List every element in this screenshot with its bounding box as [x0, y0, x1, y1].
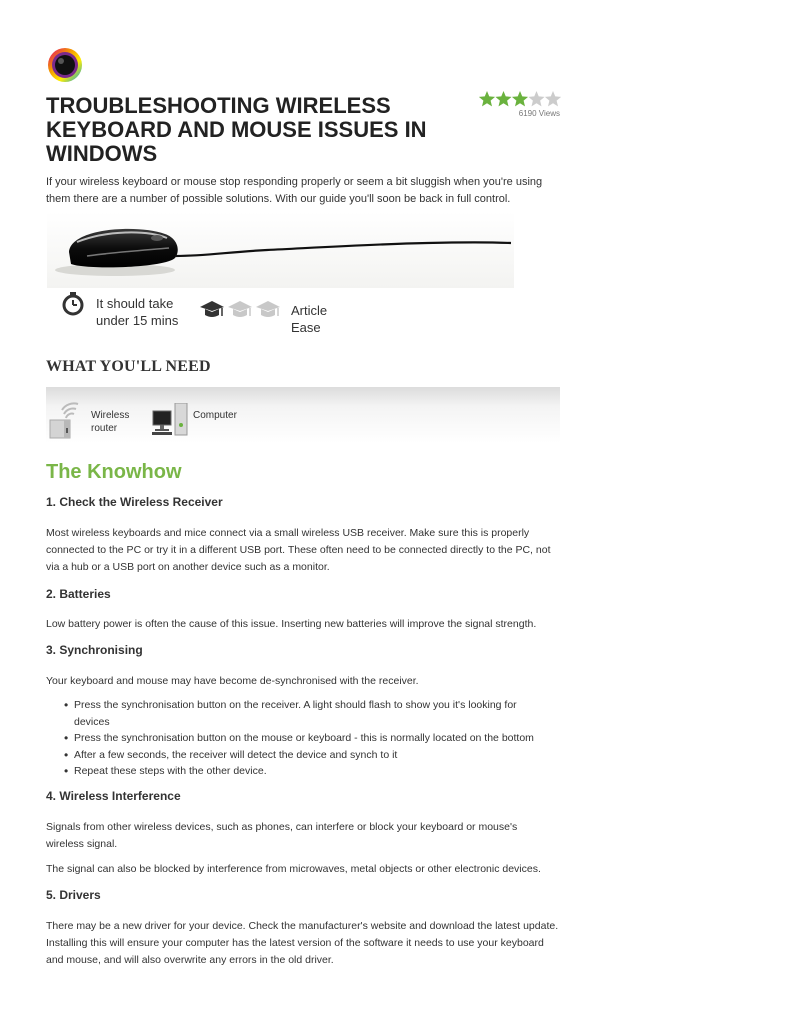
- graduation-cap-empty-icon: [256, 301, 280, 317]
- router-icon: [48, 400, 84, 440]
- graduation-cap-filled-icon: [200, 301, 224, 317]
- step-title: 4. Wireless Interference: [46, 789, 181, 803]
- intro-text: If your wireless keyboard or mouse stop responding properly or seem a bit sluggish when you're using them there are a number of possible solutions. With our guide you'll soon be back in full control.: [46, 176, 543, 205]
- stopwatch-icon: [62, 292, 84, 316]
- what-you-need-heading: WHAT YOU'LL NEED: [46, 358, 211, 375]
- list-item: • After a few seconds, the receiver will detect the device and synch to it: [62, 747, 562, 764]
- ease-label: Article Ease: [291, 303, 328, 335]
- page-title: TROUBLESHOOTING WIRELESS KEYBOARD AND MOUSE ISSUES IN WINDOWS: [46, 93, 427, 166]
- list-item: • Repeat these steps with the other device.: [62, 763, 562, 780]
- step-paragraph: The signal can also be blocked by interference from microwaves, metal objects or other electronic devices.: [46, 863, 541, 875]
- star-empty-icon: [545, 91, 561, 106]
- star-empty-icon: [528, 91, 544, 106]
- step-paragraph: Signals from other wireless devices, such as phones, can interfere or block your keyboard or mouse's wireless signal.: [46, 821, 518, 850]
- list-item: • Press the synchronisation button on the receiver. A light should flash to show you it's looking for devices: [62, 697, 549, 730]
- step-title: 1. Check the Wireless Receiver: [46, 495, 223, 509]
- time-estimate: It should take under 15 mins: [96, 296, 179, 328]
- brand-logo-icon: [47, 47, 83, 83]
- graduation-cap-empty-icon: [228, 301, 252, 317]
- step-paragraph: Your keyboard and mouse may have become de-synchronised with the receiver.: [46, 675, 419, 687]
- computer-icon: [151, 403, 189, 437]
- need-item-label: Computer: [193, 410, 237, 421]
- star-filled-icon: [512, 91, 528, 106]
- view-count: 6190 Views: [518, 109, 560, 118]
- ease-rating-icons: [199, 298, 284, 320]
- star-filled-icon: [479, 91, 495, 106]
- list-item: • Press the synchronisation button on the mouse or keyboard - this is normally located on the bottom: [62, 730, 562, 747]
- step-paragraph: Most wireless keyboards and mice connect via a small wireless USB receiver. Make sure this is properly connected to the PC or try it in a different USB port. These often need to be connected directly to the PC, not via a hub or a USB port on another device such as a monitor.: [46, 527, 551, 573]
- need-item-label: Wireless router: [91, 410, 130, 434]
- step-paragraph: Low battery power is often the cause of this issue. Inserting new batteries will improve the signal strength.: [46, 618, 537, 630]
- step-title: 5. Drivers: [46, 888, 101, 902]
- rating-stars: [479, 90, 561, 108]
- step-title: 2. Batteries: [46, 587, 111, 601]
- wireless-mouse-image: [47, 212, 514, 288]
- sync-steps-list: [62, 697, 562, 780]
- star-filled-icon: [495, 91, 511, 106]
- step-title: 3. Synchronising: [46, 643, 143, 657]
- step-paragraph: There may be a new driver for your device. Check the manufacturer's website and download the latest update. Installing this will ensure your computer has the latest version of the software it needs to use your keyboard and mouse, and will also overwrite any errors in the old driver.: [46, 920, 559, 966]
- knowhow-heading: The Knowhow: [46, 461, 182, 483]
